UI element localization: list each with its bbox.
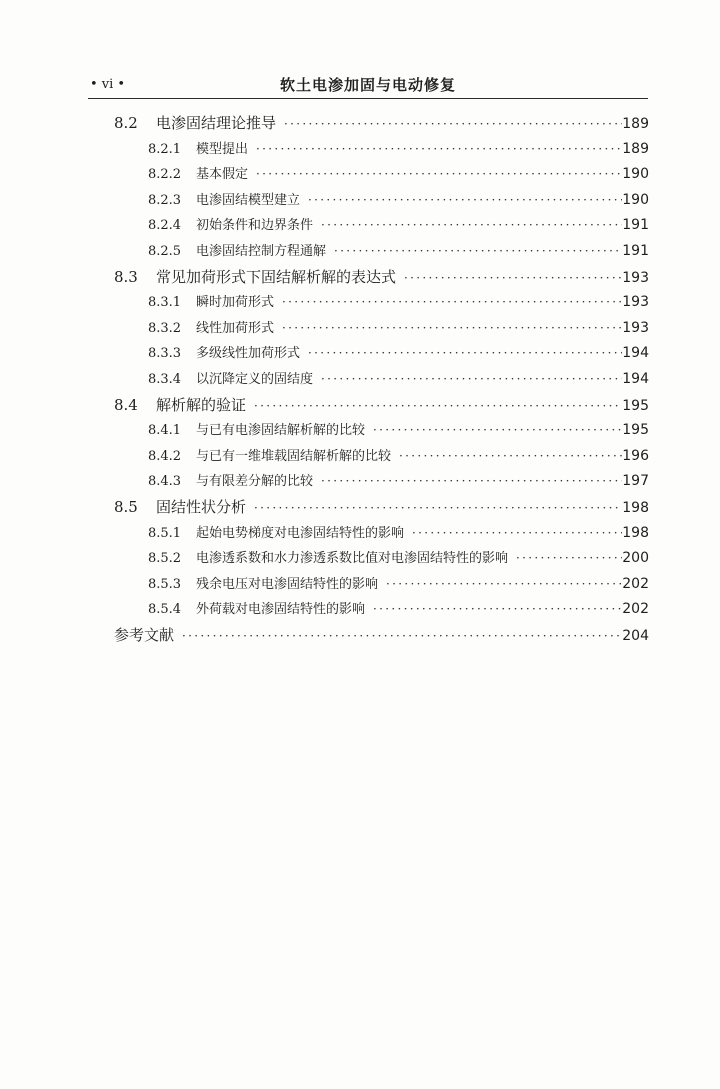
- toc-entry[interactable]: [148, 317, 649, 341]
- toc-entry-page: 195: [622, 397, 649, 414]
- toc-entry-number: 8.2: [114, 114, 138, 132]
- toc-entry-title: 参考文献: [114, 626, 175, 644]
- toc-entry-number: 8.4.2: [148, 448, 182, 464]
- leader-dots: [408, 526, 622, 540]
- toc-entry-number: 8.4.1: [148, 423, 182, 439]
- leader-dots: [252, 167, 622, 181]
- toc-entry-number: 8.5.3: [148, 576, 182, 592]
- toc-entry-page: 194: [622, 345, 649, 362]
- leader-dots: [317, 372, 622, 386]
- toc-entry-page: 198: [622, 500, 649, 516]
- toc-entry-title: 常见加荷形式下固结解析解的表达式: [156, 267, 397, 286]
- toc-entry-title: 电渗固结理论推导: [156, 114, 277, 132]
- toc-entry-page: 190: [622, 191, 649, 208]
- toc-entry-page: 189: [622, 116, 649, 132]
- toc-entry-page: 194: [622, 371, 649, 387]
- toc-entry-title: 电渗固结控制方程通解: [196, 244, 327, 259]
- leader-dots: [512, 551, 622, 565]
- toc-entry[interactable]: [148, 470, 649, 494]
- toc-entry[interactable]: [148, 445, 649, 469]
- toc-entry-title: 瞬时加荷形式: [196, 295, 275, 311]
- leader-dots: [252, 142, 622, 156]
- toc-entry[interactable]: [114, 624, 649, 648]
- toc-entry-number: 8.4.3: [148, 474, 182, 490]
- toc-entry-number: 8.2.2: [148, 167, 182, 183]
- leader-dots: [369, 423, 622, 437]
- toc-entry-title: 与已有一维堆载固结解析解的比较: [196, 448, 392, 464]
- toc-entry-title: 外荷载对电渗固结特性的影响: [196, 602, 366, 618]
- leader-dots: [250, 501, 622, 515]
- toc-entry[interactable]: [114, 112, 649, 136]
- toc-entry-number: 8.2.5: [148, 244, 182, 259]
- toc-entry-page: 193: [622, 319, 649, 336]
- toc-entry-page: 200: [622, 550, 649, 567]
- toc-entry-number: 8.3.1: [148, 295, 182, 311]
- leader-dots: [330, 244, 622, 258]
- leader-dots: [400, 271, 622, 285]
- leader-dots: [278, 321, 622, 335]
- toc-entry-page: 202: [622, 575, 649, 592]
- running-title: 软土电渗加固与电动修复: [279, 76, 456, 94]
- leader-dots: [278, 295, 622, 309]
- toc-entry-page: 193: [622, 294, 649, 311]
- toc-entry-number: 8.5.2: [148, 551, 182, 567]
- toc-entry[interactable]: [148, 163, 649, 187]
- toc-entry-title: 残余电压对电渗固结特性的影响: [196, 576, 379, 592]
- toc-entry-title: 以沉降定义的固结度: [196, 372, 314, 387]
- leader-dots: [250, 399, 622, 413]
- toc-entry-title: 基本假定: [196, 167, 249, 183]
- toc-entry-number: 8.2.1: [148, 141, 182, 157]
- toc-entry[interactable]: [148, 522, 649, 546]
- leader-dots: [280, 117, 622, 131]
- toc-entry-page: 193: [622, 269, 649, 286]
- toc-entry[interactable]: [148, 189, 649, 213]
- toc-entry[interactable]: [114, 496, 649, 520]
- leader-dots: [382, 577, 622, 591]
- toc-entry-number: 8.5.1: [148, 525, 182, 541]
- leader-dots: [369, 602, 622, 616]
- page-header: [88, 62, 648, 99]
- toc-entry[interactable]: [114, 394, 649, 418]
- toc-entry[interactable]: [148, 547, 649, 571]
- leader-dots: [304, 346, 622, 360]
- toc-entry[interactable]: [148, 214, 649, 238]
- toc-entry[interactable]: [148, 240, 649, 264]
- toc-entry-number: 8.4: [114, 395, 138, 414]
- toc-entry-page: 191: [622, 243, 649, 259]
- toc-entry-page: 204: [622, 628, 649, 644]
- toc-entry-title: 与有限差分解的比较: [196, 474, 314, 490]
- toc-entry-number: 8.3.4: [148, 372, 182, 387]
- toc-entry[interactable]: [114, 266, 649, 290]
- toc-entry-title: 固结性状分析: [156, 498, 247, 516]
- toc-entry[interactable]: [148, 342, 649, 366]
- toc-entry-title: 电渗固结模型建立: [196, 192, 301, 208]
- toc-entry-number: 8.5.4: [148, 602, 182, 618]
- toc-entry-page: 189: [622, 140, 649, 157]
- toc-entry-title: 与已有电渗固结解析解的比较: [196, 423, 366, 439]
- toc-entry[interactable]: [148, 573, 649, 597]
- toc-entry[interactable]: [148, 419, 649, 443]
- toc-entry[interactable]: [148, 368, 649, 392]
- toc-entry-page: 191: [622, 217, 649, 234]
- toc-entry-number: 8.2.4: [148, 218, 182, 234]
- toc-entry-title: 模型提出: [196, 141, 249, 157]
- toc-entry-page: 195: [622, 422, 649, 439]
- toc-entry-page: 198: [622, 524, 649, 541]
- toc-entry-page: 202: [622, 601, 649, 618]
- toc-entry[interactable]: [148, 138, 649, 162]
- toc-entry-title: 初始条件和边界条件: [196, 218, 314, 234]
- toc-entry-number: 8.3: [114, 267, 138, 286]
- toc-entry-number: 8.5: [114, 498, 138, 516]
- toc-entry-page: 196: [622, 447, 649, 464]
- leader-dots: [317, 218, 622, 232]
- leader-dots: [395, 449, 622, 463]
- toc-entry-number: 8.3.3: [148, 346, 182, 362]
- toc-entry-title: 线性加荷形式: [196, 320, 275, 336]
- toc-entry-title: 电渗透系数和水力渗透系数比值对电渗固结特性的影响: [196, 551, 509, 567]
- toc-entry[interactable]: [148, 598, 649, 622]
- toc-entry-number: 8.3.2: [148, 320, 182, 336]
- toc-entry-page: 190: [622, 166, 649, 183]
- leader-dots: [178, 629, 622, 643]
- leader-dots: [317, 474, 622, 488]
- toc-entry[interactable]: [148, 291, 649, 315]
- leader-dots: [304, 193, 622, 207]
- page-number: • vi •: [90, 77, 126, 92]
- toc-entry-title: 多级线性加荷形式: [196, 346, 301, 362]
- toc-entry-title: 起始电势梯度对电渗固结特性的影响: [196, 525, 405, 541]
- toc-entry-title: 解析解的验证: [156, 395, 247, 414]
- toc-entry-page: 197: [622, 473, 649, 490]
- toc-entry-number: 8.2.3: [148, 192, 182, 208]
